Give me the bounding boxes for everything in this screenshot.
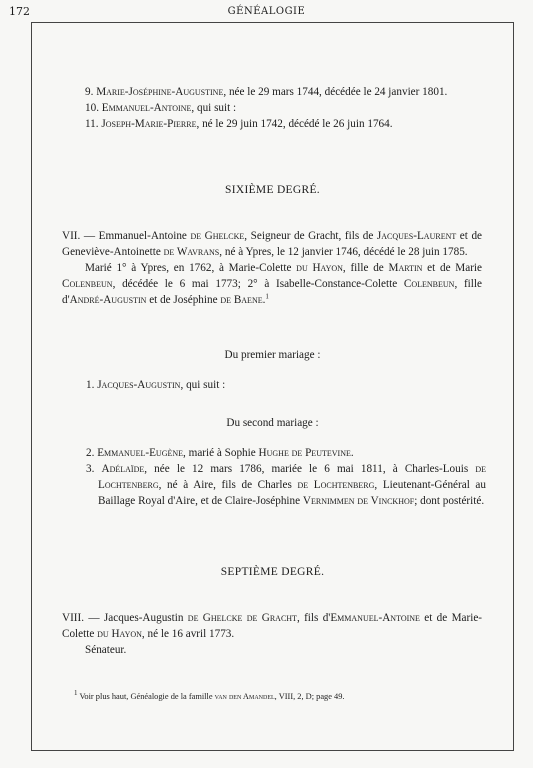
father-name: Jacques-Laurent xyxy=(376,230,457,242)
surname: de Baene xyxy=(220,294,263,306)
surname: de Ghelcke de Gracht xyxy=(187,612,297,624)
mother-surname: de Wavrans xyxy=(163,246,220,258)
text: . xyxy=(350,447,354,459)
surname: de Lochtenberg xyxy=(98,463,487,491)
text: Jacques-Augustin xyxy=(99,612,188,624)
child-name: Joseph-Marie-Pierre xyxy=(101,118,197,130)
text: Marié 1° à Ypres, en 1762, à Marie-Colette xyxy=(85,262,297,274)
entry-intro xyxy=(62,228,482,260)
surname: Hughe de Peutevine xyxy=(258,447,351,459)
child-number: 3. xyxy=(86,463,95,475)
entry-eighth-generation xyxy=(62,610,482,658)
child-number: 2. xyxy=(86,447,95,459)
child-number: 10. xyxy=(85,102,99,114)
text: et de Marie-Colette xyxy=(62,612,483,640)
surname: du Hayon xyxy=(296,262,343,274)
entry-intro xyxy=(62,610,482,642)
child-name: Jacques-Augustin xyxy=(97,379,181,391)
text: et de Marie xyxy=(422,262,482,274)
text: , né le 16 avril 1773. xyxy=(141,628,235,640)
child-details: , qui suit : xyxy=(191,102,237,114)
surname: Colenbeun xyxy=(403,278,455,290)
name: Martin xyxy=(388,262,423,274)
surname: van den Amandel xyxy=(214,692,275,701)
child-number: 1. xyxy=(86,379,95,391)
entry-seventh-generation xyxy=(62,228,482,308)
child-number: 11. xyxy=(85,118,99,130)
surname: Colenbeun xyxy=(62,278,113,290)
entry-marriages xyxy=(62,260,482,308)
child-details: , qui suit : xyxy=(180,379,226,391)
child-entry-10 xyxy=(85,100,487,116)
child-entry-2 xyxy=(86,445,486,461)
children-list-first xyxy=(85,84,487,132)
father-name: Emmanuel-Antoine xyxy=(330,612,420,624)
page-number: 172 xyxy=(9,5,30,18)
generation-numeral: VII. — xyxy=(62,230,96,242)
first-marriage-label: Du premier mariage : xyxy=(224,349,321,361)
running-head: GÉNÉALOGIE xyxy=(227,6,306,17)
child-entry-3 xyxy=(86,461,486,509)
text: et de Geneviève-Antoinette xyxy=(62,230,483,258)
surname: de Lochtenberg xyxy=(297,479,375,491)
name: André-Augustin xyxy=(69,294,147,306)
surname: Vernimmen de Vinckhof xyxy=(302,495,415,507)
text: , fille de xyxy=(342,262,389,274)
text: et de Joséphine xyxy=(146,294,221,306)
text: , Lieutenant-Général au Baillage Royal d'Aire, et de Claire-Joséphine xyxy=(98,479,486,507)
text: , marié à Sophie xyxy=(183,447,259,459)
text: , né à Aire, fils de Charles xyxy=(158,479,298,491)
child-name: Emmanuel-Antoine xyxy=(101,102,192,114)
text: , Seigneur de Gracht, fils de xyxy=(244,230,377,242)
text: . xyxy=(262,294,266,306)
child-name: Emmanuel-Eugène xyxy=(97,447,184,459)
entry-title: Sénateur. xyxy=(85,644,127,656)
text: , né à Ypres, le 12 janvier 1746, décédé le 28 juin 1785. xyxy=(219,246,468,258)
children-list-second-marriage xyxy=(86,445,486,509)
child-details: , née le 29 mars 1744, décédée le 24 janvier 1801. xyxy=(223,86,448,98)
text: , fils d' xyxy=(296,612,331,624)
text: Voir plus haut, Généalogie de la famille xyxy=(77,692,215,701)
child-number: 9. xyxy=(85,86,94,98)
child-entry-11 xyxy=(85,116,487,132)
child-entry-1 xyxy=(86,377,486,393)
footnote-mark: 1 xyxy=(74,689,78,698)
text: , VIII, 2, D; page 49. xyxy=(274,692,345,701)
surname: du Hayon xyxy=(97,628,142,640)
children-list-first-marriage xyxy=(86,377,486,393)
text: ; dont postérité. xyxy=(414,495,485,507)
degree-heading-sixth: SIXIÈME DEGRÉ. xyxy=(225,184,320,196)
footnote-reference[interactable]: 1 xyxy=(265,292,269,301)
child-entry-9 xyxy=(85,84,487,100)
text: , décédée le 6 mai 1773; 2° à Isabelle-Constance-Colette xyxy=(112,278,404,290)
text: , fille d' xyxy=(62,278,482,306)
child-name: Marie-Joséphine-Augustine xyxy=(96,86,224,98)
generation-numeral: VIII. — xyxy=(62,612,100,624)
child-details: , né le 29 juin 1742, décédé le 26 juin 1764. xyxy=(196,118,393,130)
degree-heading-seventh: SEPTIÈME DEGRÉ. xyxy=(220,566,325,578)
page-content xyxy=(31,22,514,751)
footnote xyxy=(74,691,484,702)
text: Emmanuel-Antoine xyxy=(95,230,191,242)
text: , née le 12 mars 1786, mariée le 6 mai 1811, à Charles-Louis xyxy=(144,463,476,475)
surname: de Ghelcke xyxy=(190,230,245,242)
second-marriage-label: Du second mariage : xyxy=(226,417,319,429)
child-name: Adélaïde xyxy=(101,463,145,475)
